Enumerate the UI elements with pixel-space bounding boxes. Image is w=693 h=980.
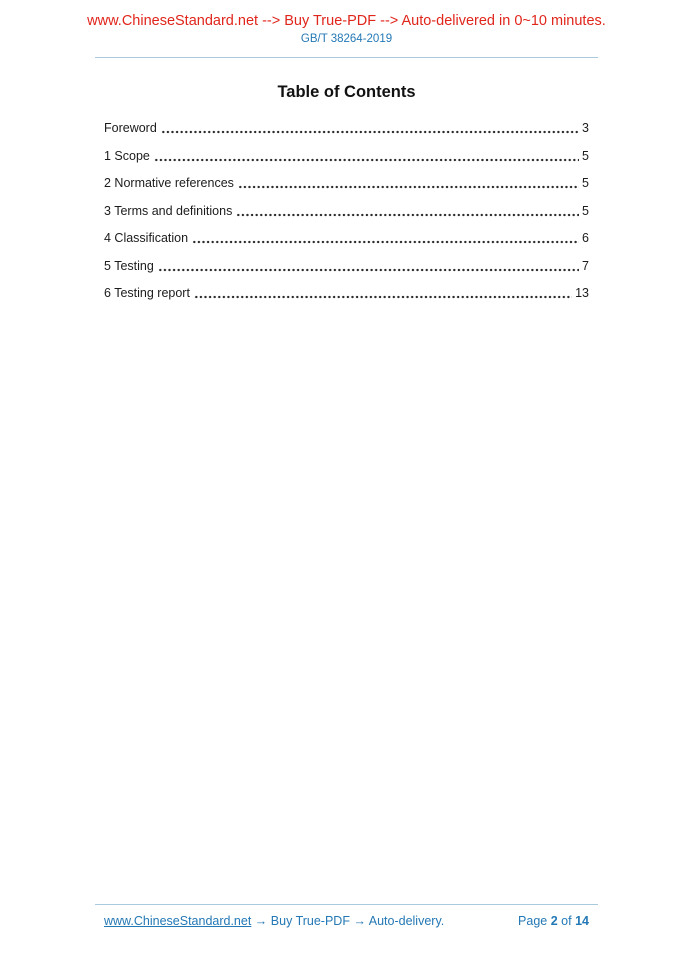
toc-leader-dots (192, 239, 579, 245)
footer-action-text: Buy True-PDF (270, 914, 350, 928)
toc-entry-page: 6 (582, 231, 589, 245)
arrow-right-icon: → (353, 914, 366, 928)
toc-entry-page: 3 (582, 121, 589, 135)
toc-leader-dots (238, 184, 579, 190)
toc-entry-page: 5 (582, 203, 589, 218)
toc-entry-page: 13 (575, 286, 589, 300)
toc-title: Table of Contents (277, 83, 416, 101)
toc-entry-page: 7 (582, 258, 589, 273)
page-indicator (518, 914, 589, 928)
header-divider (95, 57, 598, 58)
toc-entry-page: 5 (582, 176, 589, 190)
page-header (0, 0, 693, 58)
toc-entry-page: 5 (582, 148, 589, 163)
toc-entry-label: 1 Scope (104, 148, 150, 163)
arrow-right-icon: → (254, 914, 268, 928)
toc-leader-dots (154, 157, 579, 163)
toc-entry-label: 6 Testing report (104, 286, 190, 300)
page-footer (0, 904, 693, 928)
toc-leader-dots (161, 129, 579, 135)
toc-leader-dots (158, 267, 579, 273)
total-page-count: 14 (575, 914, 589, 928)
current-page-number: 2 (550, 914, 558, 928)
footer-divider (95, 904, 598, 905)
toc-leader-dots (194, 294, 572, 300)
toc-entry[interactable] (104, 202, 589, 221)
standard-number: GB/T 38264-2019 (300, 33, 393, 45)
footer-nav (104, 914, 444, 928)
footer-site-link[interactable]: www.ChineseStandard.net (104, 914, 252, 928)
toc-entry[interactable] (104, 284, 589, 303)
toc-list (104, 119, 589, 303)
page-label: Page (518, 914, 548, 928)
toc-entry-label: Foreword (104, 121, 157, 135)
toc-entry-label: 4 Classification (104, 231, 189, 245)
footer-delivery-text: Auto-delivery. (368, 914, 445, 928)
toc-entry[interactable] (104, 229, 589, 248)
toc-leader-dots (236, 212, 579, 218)
toc-entry-label: 2 Normative references (104, 176, 234, 190)
of-label: of (561, 914, 572, 928)
toc-entry-label: 3 Terms and definitions (104, 203, 233, 218)
toc-entry[interactable] (104, 119, 589, 138)
buy-pdf-banner: www.ChineseStandard.net --> Buy True-PDF --> Auto-delivered in 0~10 minutes. (87, 13, 606, 29)
toc-entry[interactable] (104, 174, 589, 193)
toc-entry[interactable] (104, 147, 589, 166)
toc-entry[interactable] (104, 257, 589, 276)
toc-entry-label: 5 Testing (104, 258, 154, 273)
